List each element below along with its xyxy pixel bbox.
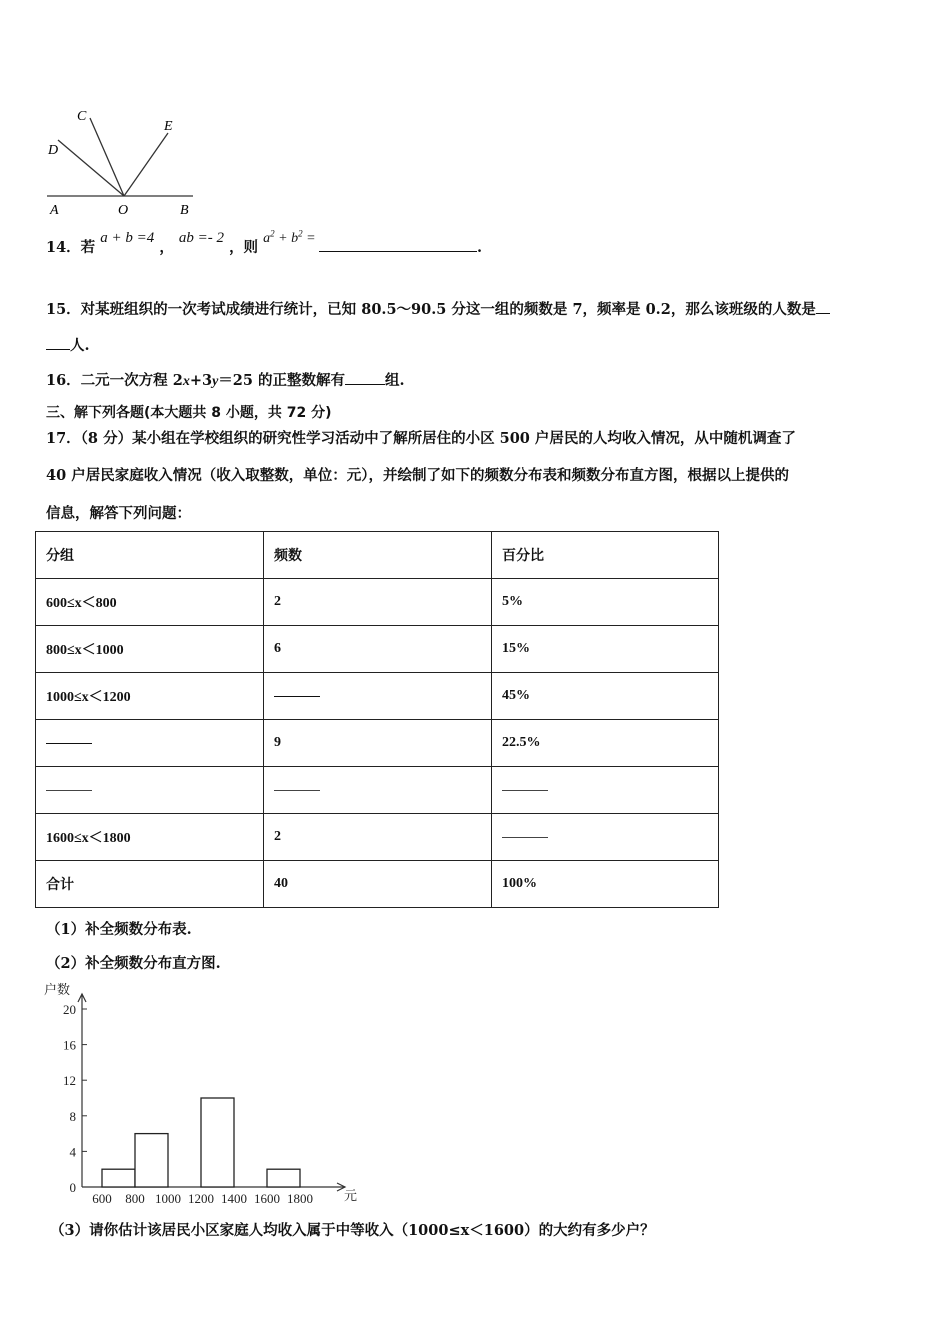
question-16 [46,369,405,390]
answer-blank[interactable] [274,695,320,697]
answer-blank[interactable] [46,789,92,791]
y-tick-label: 4 [69,1144,76,1160]
table-cell: 800≤x＜1000 [36,626,264,673]
table-cell-blank[interactable] [36,767,264,814]
table-row [36,673,719,720]
ray-OC [90,118,124,196]
frequency-table [35,531,719,908]
q14-answer-blank[interactable] [319,239,477,252]
table-cell-blank[interactable] [492,814,719,861]
table-row [36,626,719,673]
histogram-bar [267,1169,300,1187]
table-cell-blank[interactable] [36,720,264,767]
table-cell: 1000≤x＜1200 [36,673,264,720]
question-17-line3: 信息，解答下列问题： [46,505,191,522]
histogram-bar [201,1098,234,1187]
q14-expr3-plus: + [274,231,292,246]
histogram-y-label: 户数 [44,982,71,997]
table-row [36,767,719,814]
question-15-cont [46,334,90,355]
question-14 [46,228,483,257]
question-17-part3: （3）请你估计该居民小区家庭人均收入属于中等收入（1000≤x＜1600）的大约有多少户？ [50,1222,655,1239]
y-tick-label: 12 [63,1073,76,1089]
y-tick-label: 0 [69,1180,76,1195]
q14-expr3-exp-a: 2 [270,228,275,239]
ray-OD [58,140,124,196]
x-tick-label: 600 [92,1191,112,1206]
q15-line1: 15．对某班组织的一次考试成绩进行统计，已知 80.5～90.5 分这一组的频数是 7，频率是 0.2，那么该班级的人数是 [46,301,816,318]
question-17-part2: （2）补全频数分布直方图. [46,955,221,972]
label-D: D [48,143,59,158]
q16-var-y: y [212,374,219,389]
q14-expr3-eq: = [302,231,316,246]
q16-text-before: 16．二元一次方程 2 [46,372,183,389]
label-A: A [50,203,59,218]
q14-expr2: ab =- 2 [178,230,224,246]
table-header: 百分比 [492,532,719,579]
table-row [36,861,719,908]
table-row [36,579,719,626]
label-C: C [77,109,87,124]
q16-var-x: x [182,374,190,389]
q14-end: . [477,239,483,256]
table-cell: 15% [492,626,719,673]
q14-expr3-exp-b: 2 [298,228,303,239]
x-tick-label: 1400 [221,1191,247,1206]
table-header-row [36,532,719,579]
table-cell: 40 [264,861,492,908]
q14-sep1: ， [159,239,174,256]
y-tick-label: 8 [69,1108,76,1124]
x-tick-label: 1600 [254,1191,280,1206]
table-header: 频数 [264,532,492,579]
question-15 [46,298,830,319]
q14-expr3 [263,228,319,246]
q16-end: 组. [385,372,405,389]
table-cell-blank[interactable] [492,767,719,814]
table-cell: 6 [264,626,492,673]
x-tick-label: 1800 [287,1191,313,1206]
table-cell-blank[interactable] [264,673,492,720]
table-cell: 100% [492,861,719,908]
frequency-histogram [40,980,370,1210]
histogram-bar [135,1134,168,1187]
label-E: E [164,119,173,134]
table-cell: 22.5% [492,720,719,767]
y-tick-label: 20 [63,1002,76,1017]
table-cell: 600≤x＜800 [36,579,264,626]
table-cell: 2 [264,579,492,626]
table-cell: 45% [492,673,719,720]
angle-figure [40,100,210,225]
q15-line2-end: 人. [70,337,90,354]
q14-expr1: a + b =4 [100,230,155,246]
q14-sep2: ，则 [229,239,259,256]
histogram-x-label: 元 [344,1188,358,1203]
question-17-line2: 40 户居民家庭收入情况（收入取整数，单位：元），并绘制了如下的频数分布表和频数分布直方图，根据以上提供的 [46,467,789,484]
table-cell: 2 [264,814,492,861]
q15-answer-blank-a[interactable] [816,301,830,314]
table-cell: 5% [492,579,719,626]
table-header: 分组 [36,532,264,579]
answer-blank[interactable] [502,836,548,838]
section-3-title: 三、解下列各题(本大题共 8 小题，共 72 分) [46,405,332,421]
q14-number: 14．若 [46,239,96,256]
table-cell: 合计 [36,861,264,908]
answer-blank[interactable] [502,789,548,791]
q14-expr3-a: a [263,231,271,246]
label-O: O [118,203,129,218]
table-row [36,720,719,767]
histogram-bar [102,1169,135,1187]
q16-text-after: ＝25 的正整数解有 [218,372,346,389]
question-17-line1: 17．（8 分）某小组在学校组织的研究性学习活动中了解所居住的小区 500 户居民的人均收入情况，从中随机调查了 [46,430,796,447]
table-row [36,814,719,861]
y-tick-label: 16 [63,1037,76,1053]
answer-blank[interactable] [274,789,320,791]
q16-answer-blank[interactable] [345,372,385,385]
table-cell-blank[interactable] [264,767,492,814]
q14-expr3-b: b [291,231,299,246]
q15-answer-blank-b[interactable] [46,337,70,350]
x-tick-label: 1200 [188,1191,214,1206]
x-tick-label: 1000 [155,1191,181,1206]
x-tick-label: 800 [125,1191,145,1206]
ray-OE [124,133,168,196]
table-cell: 1600≤x＜1800 [36,814,264,861]
label-B: B [180,203,189,218]
question-17-part1: （1）补全频数分布表. [46,921,192,938]
answer-blank[interactable] [46,742,92,744]
q16-mid: +3 [189,372,213,389]
table-cell: 9 [264,720,492,767]
